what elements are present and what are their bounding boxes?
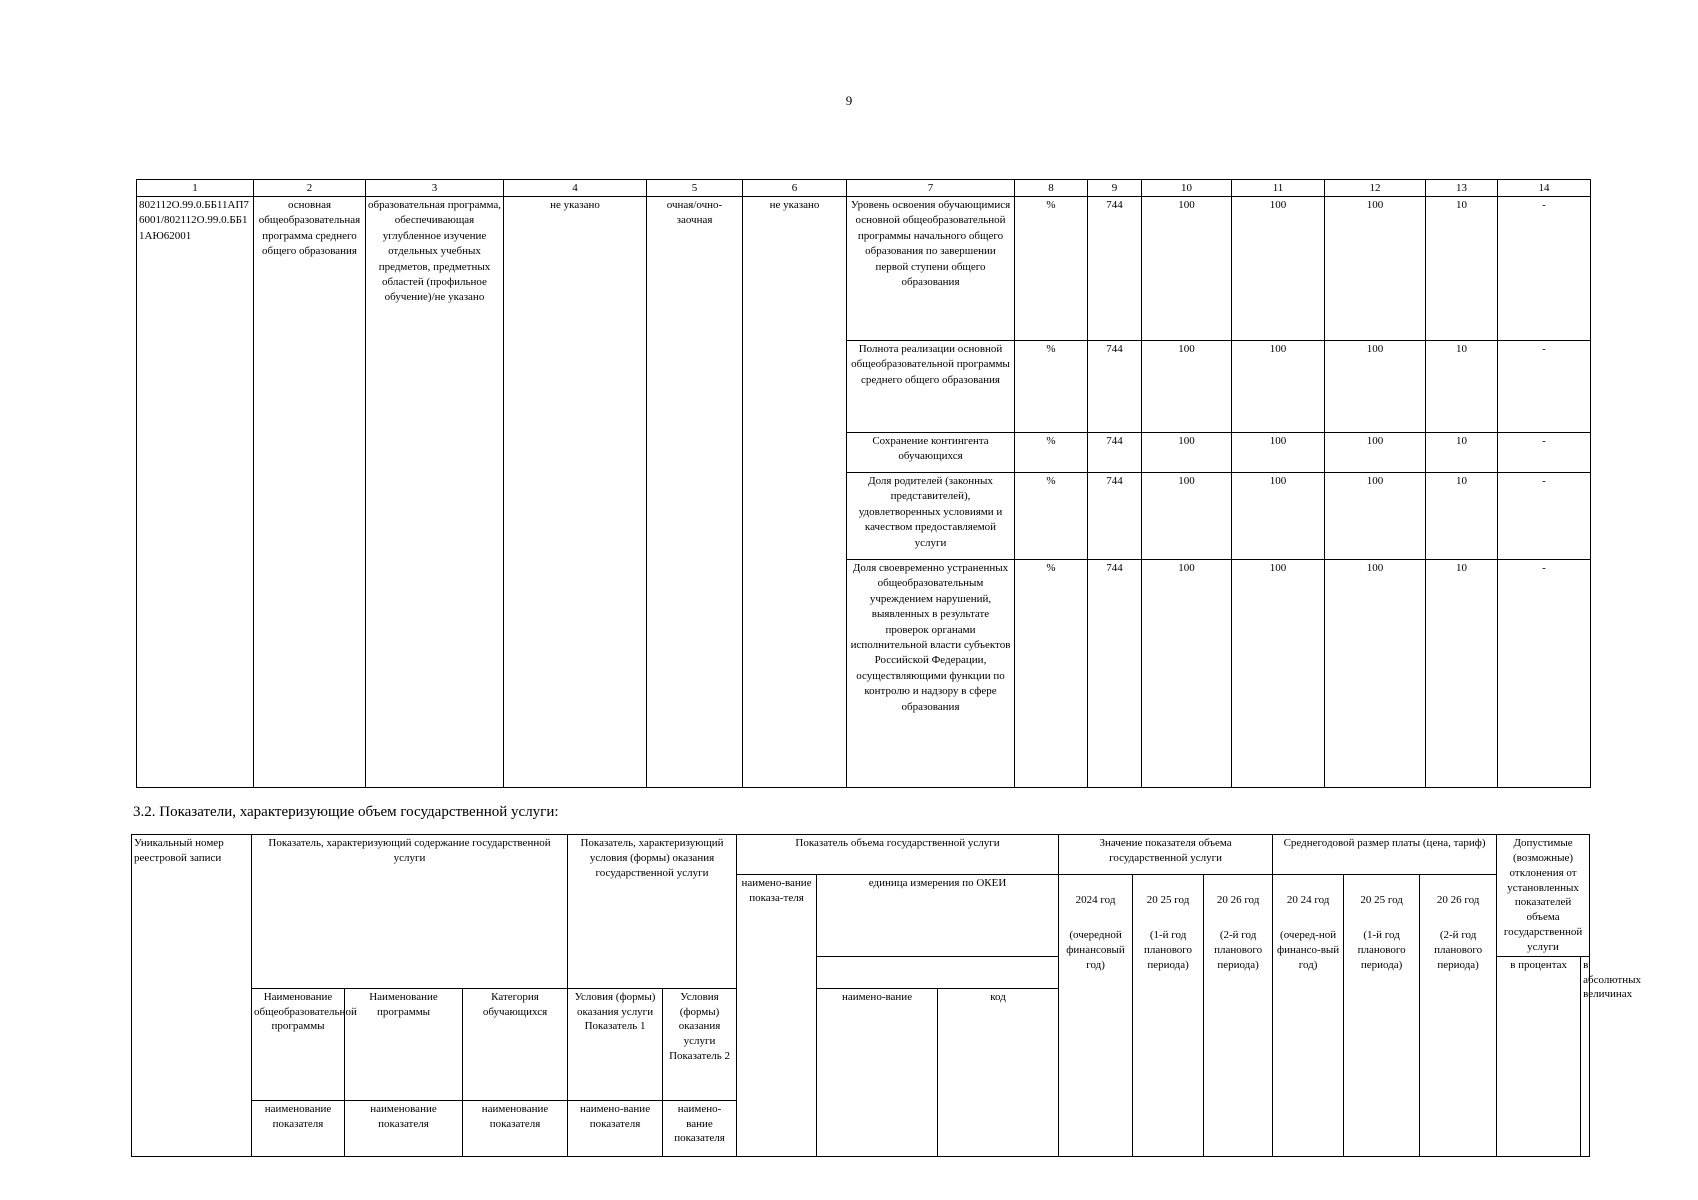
value-2024: 100 [1142, 197, 1232, 341]
value-year-2026-note: (2-й год планового периода) [1214, 928, 1263, 971]
deviation-absolute-header: в абсолютных величинах [1581, 956, 1590, 1156]
column-number: 14 [1498, 180, 1591, 197]
value-year-2024-label: 2024 год [1075, 894, 1116, 906]
column-number: 7 [847, 180, 1015, 197]
volume-indicators-table [131, 834, 1641, 1157]
col6-cell: не указано [743, 197, 847, 788]
column-number: 2 [254, 180, 366, 197]
okei-code: 744 [1088, 560, 1142, 788]
value-year-2024 [1059, 875, 1133, 1157]
deviation-percent: 10 [1426, 197, 1498, 341]
volume-indicator-header: Показатель объема государственной услуги [737, 835, 1059, 875]
header-row [132, 835, 1590, 875]
value-2026: 100 [1325, 341, 1426, 433]
quality-indicators-table [136, 179, 1591, 788]
registry-number-cell: 802112О.99.0.ББ11АП76001/802112О.99.0.ББ11АЮ62001 [137, 197, 254, 788]
indicator-name: Уровень освоения обучающимися основной общеобразовательной программы начального общего образования по завершении первой ступени общего образования [847, 197, 1015, 341]
fee-year-2024-label: 20 24 год [1286, 894, 1330, 906]
okei-unit-header: единица измерения по ОКЕИ [817, 875, 1059, 957]
deviation-absolute: - [1498, 433, 1591, 473]
deviation-absolute: - [1498, 560, 1591, 788]
value-2025: 100 [1232, 560, 1325, 788]
column-number-row [137, 180, 1591, 197]
fee-year-2025-note: (1-й год планового периода) [1357, 928, 1406, 971]
fee-year-2026-label: 20 26 год [1436, 894, 1480, 906]
indicator-name: Доля своевременно устраненных общеобразовательным учреждением нарушений, выявленных в результате проверок органами исполнительной власти субъектов Российской Федерации, осуществляющими функции по контролю и надзору в сфере образования [847, 560, 1015, 788]
deviation-absolute: - [1498, 473, 1591, 560]
fee-year-2025 [1344, 875, 1420, 1157]
education-form-cell: очная/очно-заочная [647, 197, 743, 788]
column-number: 13 [1426, 180, 1498, 197]
section-title: 3.2. Показатели, характеризующие объем государственной услуги: [133, 804, 559, 820]
value-2025: 100 [1232, 473, 1325, 560]
content-indicator-header: Показатель, характеризующий содержание государственной услуги [252, 835, 568, 989]
col4-cell: не указано [504, 197, 647, 788]
okei-code-header: код [938, 988, 1059, 1156]
program-category-cell: основная общеобразовательная программа среднего общего образования [254, 197, 366, 788]
indicator-name: Сохранение контингента обучающихся [847, 433, 1015, 473]
value-2024: 100 [1142, 341, 1232, 433]
okei-code: 744 [1088, 197, 1142, 341]
value-year-2026-label: 20 26 год [1216, 894, 1260, 906]
indicator-name: Полнота реализации основной общеобразовательной программы среднего общего образования [847, 341, 1015, 433]
deviation-percent: 10 [1426, 473, 1498, 560]
column-number: 5 [647, 180, 743, 197]
deviation-percent: 10 [1426, 341, 1498, 433]
sub-label: наимено-вание показателя [663, 1100, 737, 1156]
column-number: 12 [1325, 180, 1426, 197]
deviation-header: Допустимые (возможные) отклонения от установленных показателей объема государственной услуги [1497, 835, 1590, 957]
column-number: 6 [743, 180, 847, 197]
fee-year-2026 [1420, 875, 1497, 1157]
indicator-name: Доля родителей (законных представителей), удовлетворенных условиями и качеством предоставляемой услуги [847, 473, 1015, 560]
fee-year-2025-label: 20 25 год [1360, 894, 1403, 906]
value-year-2025-note: (1-й год планового периода) [1144, 928, 1193, 971]
fee-year-2026-note: (2-й год планового периода) [1434, 928, 1483, 971]
content-col-program: Наименование общеобразовательной программы [252, 988, 345, 1100]
column-number: 3 [366, 180, 504, 197]
fee-header: Среднегодовой размер платы (цена, тариф) [1273, 835, 1497, 875]
indicator-unit: % [1015, 197, 1088, 341]
indicator-unit: % [1015, 560, 1088, 788]
column-number: 1 [137, 180, 254, 197]
deviation-percent: 10 [1426, 433, 1498, 473]
okei-name-header: наимено-вание [817, 988, 938, 1156]
column-number: 4 [504, 180, 647, 197]
program-type-cell: образовательная программа, обеспечивающая углубленное изучение отдельных учебных предметов, предметных областей (профильное обучение)/не указано [366, 197, 504, 788]
value-year-2025-label: 20 25 год [1146, 894, 1190, 906]
sub-label: наименование показателя [345, 1100, 463, 1156]
value-2024: 100 [1142, 560, 1232, 788]
indicator-unit: % [1015, 473, 1088, 560]
value-2025: 100 [1232, 197, 1325, 341]
value-2024: 100 [1142, 433, 1232, 473]
okei-code: 744 [1088, 433, 1142, 473]
deviation-percent-header: в процентах [1497, 956, 1581, 1156]
column-number: 11 [1232, 180, 1325, 197]
indicator-name-header: наимено-вание показа-теля [737, 875, 817, 1157]
column-number: 8 [1015, 180, 1088, 197]
value-2025: 100 [1232, 433, 1325, 473]
value-2026: 100 [1325, 433, 1426, 473]
value-2025: 100 [1232, 341, 1325, 433]
value-2026: 100 [1325, 197, 1426, 341]
registry-number-header: Уникальный номер реестровой записи [132, 835, 252, 1157]
indicator-unit: % [1015, 433, 1088, 473]
content-col-program-name: Наименование программы [345, 988, 463, 1100]
value-2026: 100 [1325, 560, 1426, 788]
column-number: 10 [1142, 180, 1232, 197]
value-2024: 100 [1142, 473, 1232, 560]
page-number: 9 [845, 93, 853, 108]
fee-year-2024-note: (очеред-ной финансо-вый год) [1277, 928, 1340, 971]
value-year-2025 [1133, 875, 1204, 1157]
deviation-percent: 10 [1426, 560, 1498, 788]
okei-spacer [817, 956, 1059, 988]
condition-col-2: Условия (формы) оказания услуги Показатель 2 [663, 988, 737, 1100]
column-number: 9 [1088, 180, 1142, 197]
content-col-category: Категория обучающихся [463, 988, 568, 1100]
value-2026: 100 [1325, 473, 1426, 560]
conditions-indicator-header: Показатель, характеризующий условия (формы) оказания государственной услуги [568, 835, 737, 989]
deviation-absolute: - [1498, 197, 1591, 341]
okei-code: 744 [1088, 341, 1142, 433]
sub-label: наименование показателя [463, 1100, 568, 1156]
fee-year-2024 [1273, 875, 1344, 1157]
indicator-unit: % [1015, 341, 1088, 433]
value-year-2026 [1204, 875, 1273, 1157]
sub-label: наимено-вание показателя [568, 1100, 663, 1156]
volume-value-header: Значение показателя объема государственной услуги [1059, 835, 1273, 875]
sub-label: наименование показателя [252, 1100, 345, 1156]
value-year-2024-note: (очередной финансовый год) [1066, 928, 1125, 971]
table-row [137, 197, 1591, 341]
okei-code: 744 [1088, 473, 1142, 560]
condition-col-1: Условия (формы) оказания услуги Показатель 1 [568, 988, 663, 1100]
deviation-absolute: - [1498, 341, 1591, 433]
